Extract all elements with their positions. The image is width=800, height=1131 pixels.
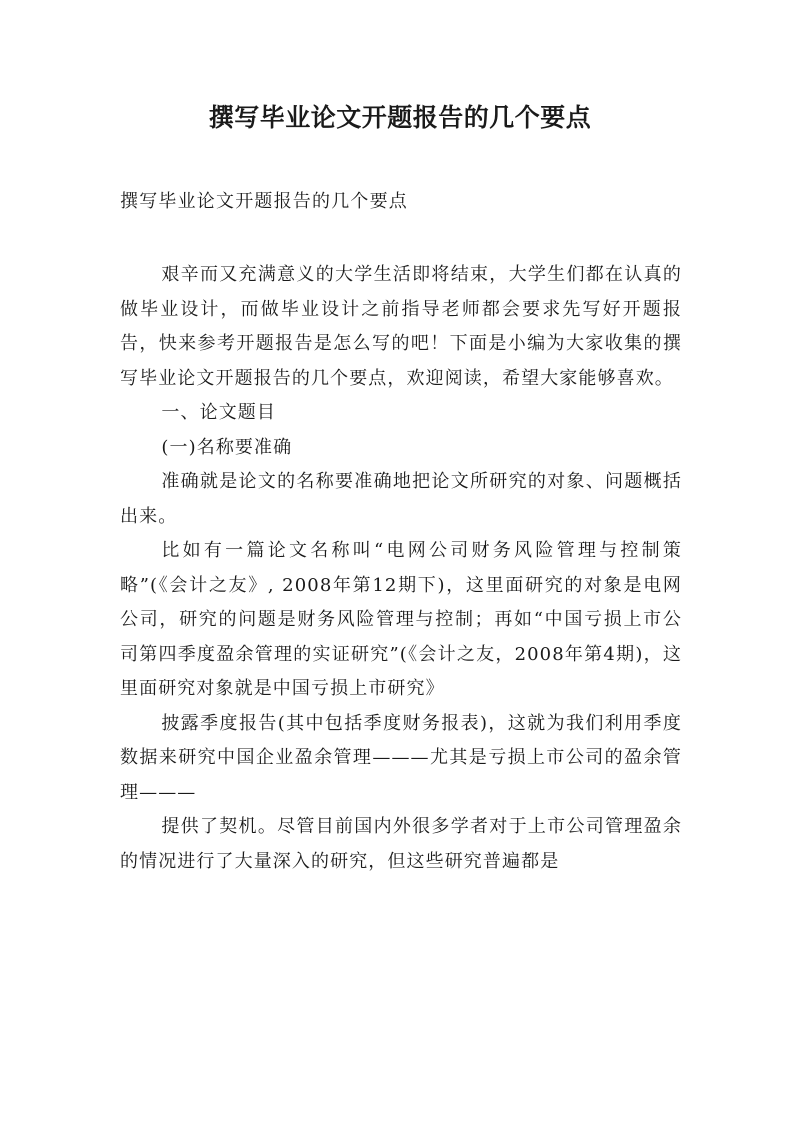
paragraph-accuracy: 准确就是论文的名称要准确地把论文所研究的对象、问题概括出来。 — [120, 471, 682, 527]
paragraph-opportunity: 提供了契机。尽管目前国内外很多学者对于上市公司管理盈余的情况进行了大量深入的研究，但这些研究普遍都是 — [120, 816, 682, 872]
paragraph-examples: 比如有一篇论文名称叫“电网公司财务风险管理与控制策略”(《会计之友》, 2008年第12期下)，这里面研究的对象是电网公司，研究的问题是财务风险管理与控制；再如“中国亏损上市公司第四季度盈余管理的实证研究”(《会计之友，2008年第4期)，这里面研究对象就是中国亏损上市研究》 — [120, 540, 682, 699]
document-body — [120, 258, 682, 879]
paragraph-intro: 艰辛而又充满意义的大学生活即将结束，大学生们都在认真的做毕业设计，而做毕业设计之前指导老师都会要求先写好开题报告，快来参考开题报告是怎么写的吧！下面是小编为大家收集的撰写毕业论文开题报告的几个要点，欢迎阅读，希望大家能够喜欢。 — [120, 264, 682, 389]
subsection-heading-accurate-name: (一)名称要准确 — [161, 436, 293, 458]
document-title: 撰写毕业论文开题报告的几个要点 — [208, 103, 592, 132]
paragraph-quarterly-reports: 披露季度报告(其中包括季度财务报表)，这就为我们利用季度数据来研究中国企业盈余管理———尤其是亏损上市公司的盈余管理——— — [120, 712, 682, 803]
document-subtitle: 撰写毕业论文开题报告的几个要点 — [120, 191, 408, 212]
section-heading-thesis-title: 一、论文题目 — [161, 402, 276, 423]
